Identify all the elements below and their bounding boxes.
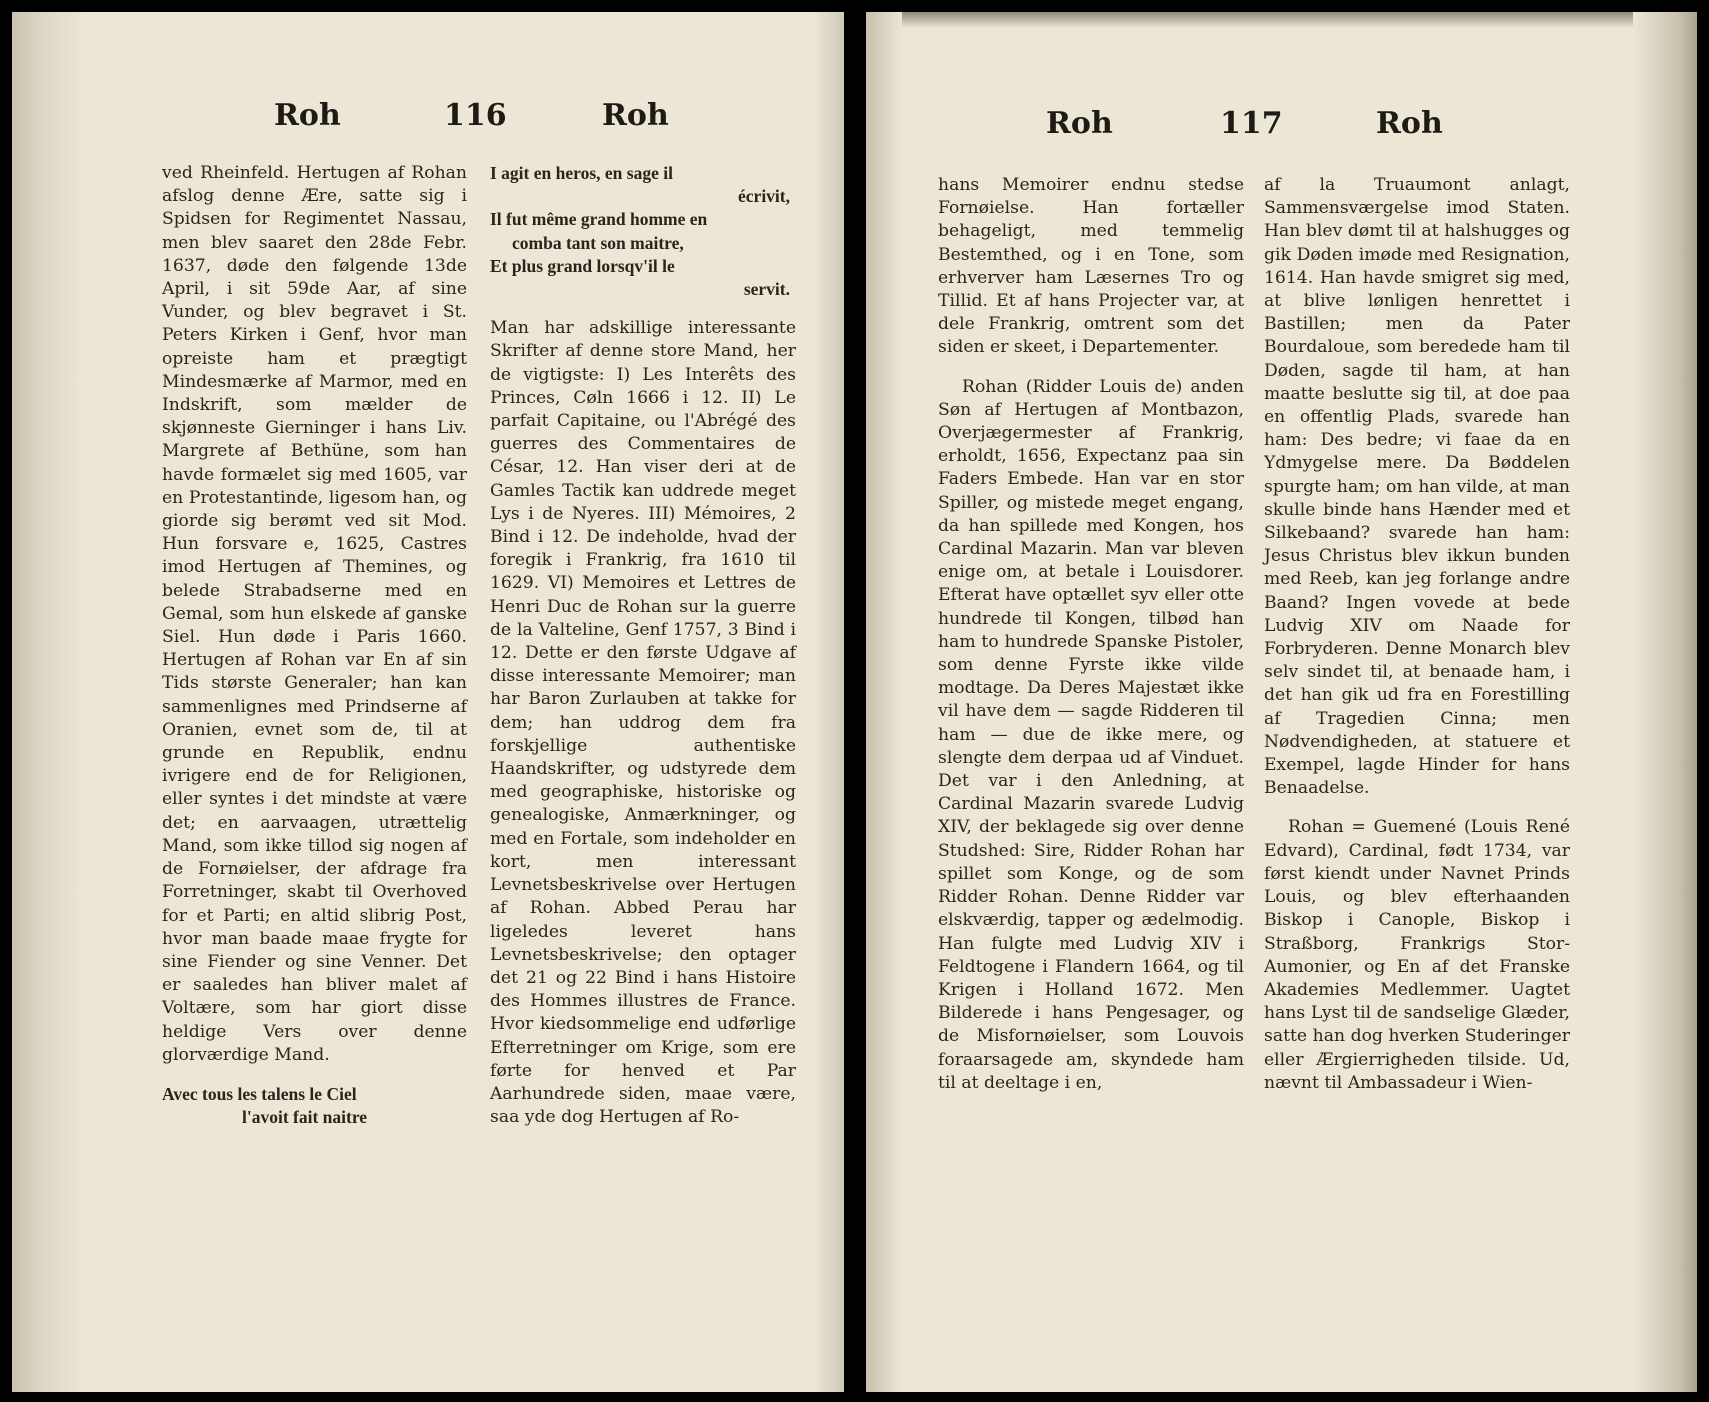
page-edge [1633,12,1697,1392]
verse [490,162,796,301]
paragraph: Rohan = Guemené (Louis René Edvard), Cardinal, født 1734, var først kiendt under Navnet Prinds Louis, og blev efterhaanden Biskop i Canople, Biskop i Straßborg, Frankrigs Stor-Aumonier, og En af det Franske Akademies Medlemmer. Uagtet hans Lyst til de sandselige Glæder, satte han dog hverken Studeringer eller Ærgierrigheden tilside. Ud, nævnt til Ambassadeur i Wien- [1264,817,1570,1093]
right-page [866,12,1697,1392]
paragraph: ved Rheinfeld. Hertugen af Rohan afslog denne Ære, satte sig i Spidsen for Regimentet Nassau, men blev saaret den 28de Febr. 1637, døde den følgende 13de April, i sit 59de Aar, af sine Vunder, og blev begravet i St. Peters Kirken i Genf, hvor man opreiste ham et prægtigt Mindesmærke af Marmor, med en Indskrift, som mælder de skjønneste Gierninger i hans Liv. Margrete af Bethüne, som han havde formælet sig med 1605, var en Protestantinde, ligesom han, og giorde sig berømt ved sit Mod. Hun forsvare e, 1625, Castres imod Hertugen af Themines, og belede Strabadserne med en Gemal, som hun elskede af ganske Siel. Hun døde i Paris 1660. Hertugen af Rohan var En af sin Tids største Generaler; han kan sammenlignes med Prindserne af Oranien, evnet som de, til at grunde en Republik, endnu ivrigere end de for Religionen, eller syntes i det mindste at være det; en aarvaagen, utrættelig Mand, som ikke tillod sig nogen af de Fornøielser, der afdrage fra Forretninger, skabt til Overhoved for et Parti; en altid slibrig Post, hvor man baade maae frygte for sine Fiender og sine Venner. Det er saaledes han bliver malet af Voltære, som har giort disse heldige Vers over denne glorværdige Mand. [162,163,467,1065]
gutter-shadow [866,12,902,1392]
left-column-1 [162,162,467,1129]
running-header [12,98,844,142]
verse-line: écrivit, [738,186,790,207]
verse-line: Il fut même grand homme en [490,209,708,230]
paragraph: Rohan (Ridder Louis de) anden Søn af Hertugen af Montbazon, Overjægermester af Frankrig, erholdt, 1656, Expectanz paa sin Faders Embede. Han var en stor Spiller, og mistede meget engang, da han spillede med Kongen, hos Cardinal Mazarin. Man var bleven enige om, at betale i Louisdorer. Efterat have optællet syv eller otte hundrede til Kongen, tilbød han ham to hundrede Spanske Pistoler, som denne Fyrste ikke vilde modtage. Da Deres Majestæt ikke vil have dem — sagde Ridderen til ham — due de ikke mere, og slengte dem derpaa ud af Vinduet. Det var i den Anledning, at Cardinal Mazarin svarede Ludvig XIV, der beklagede sig over denne Studshed: Sire, Ridder Rohan har spillet som Konge, og de som Ridder Rohan. Denne Ridder var elskværdig, tapper og ædelmodig. Han fulgte med Ludvig XIV i Feldtogene i Flandern 1664, og til Krigen i Holland 1672. Men Bilderede i hans Pengesager, og de Misfornøielser, som Louvois foraarsagede am, skyndede ham til at deeltage i en, [938,376,1244,1093]
page-number: 117 [1220,106,1283,141]
header-right-word: Roh [1376,106,1443,141]
running-header [866,106,1697,150]
verse-line: Et plus grand lorsqv'il le [490,255,675,276]
verse-line: Avec tous les talens le Ciel [162,1083,357,1104]
page-top-edge [866,12,1697,28]
left-page [12,12,844,1392]
header-right-word: Roh [602,98,669,133]
right-column-1 [938,174,1244,1095]
page-edge [12,12,84,1392]
paragraph: af la Truaumont anlagt, Sammensværgelse imod Staten. Han blev dømt til at halshugges og gik Døden imøde med Resignation, 1614. Han havde smigret sig med, at blive lønligen henrettet i Bastillen; men da Pater Bourdaloue, som beredede ham til Døden, sagde til ham, at han maatte beslutte sig til, at doe paa en offentlig Plads, svarede han ham: Des bedre; vi faae da en Ydmygelse mere. Da Bøddelen spurgte ham; om han vilde, at man skulle binde hans Hænder med et Silkebaand? svarede han ham: Jesus Christus blev ikkun bunden med Reeb, kan jeg forlange andre Baand? Ingen vovede at bede Ludvig XIV om Naade for Forbryderen. Denne Monarch blev selv sindet til, at benaade ham, i det han gik ud fra en Forestilling af Tragedien Cinna; men Nødvendigheden, at statuere et Exempel, lagde Hinder for hans Benaadelse. [1264,175,1570,799]
verse-line: servit. [743,279,790,300]
header-left-word: Roh [274,98,341,133]
paragraph: Man har adskillige interessante Skrifter af denne store Mand, her de vigtigste: I) Les Interêts des Princes, Cøln 1666 i 12. II) Le parfait Capitaine, ou l'Abrégé des guerres des Commentaires de César, 12. Han viser deri at de Gamles Tactik kan uddrede meget Lys i de Nyeres. III) Mémoires, 2 Bind i 12. De indeholde, hvad der foregik i Frankrig, fra 1610 til 1629. VI) Memoires et Lettres de Henri Duc de Rohan sur la guerre de la Valteline, Genf 1757, 3 Bind i 12. Dette er den første Udgave af disse interessante Memoirer; man har Baron Zurlauben at takke for dem; han uddrog dem fra forskjellige authentiske Haandskrifter, og udstyrede dem med geographiske, historiske og genealogiske, Anmærkninger, og med en Fortale, som indeholder en kort, men interessant Levnetsbeskrivelse over Hertugen af Rohan. Abbed Perau har ligeledes leveret hans Levnetsbeskrivelse; den optager det 21 og 22 Bind i hans Histoire des Hommes illustres de France. Hvor kiedsommelige end udførlige Efterretninger om Krige, som ere førte for henved et Par Aarhundrede siden, maae være, saa yde dog Hertugen af Ro- [490,318,796,1128]
right-column-2 [1264,174,1570,1095]
verse [162,1083,467,1129]
verse-line: I agit en heros, en sage il [490,163,673,183]
header-left-word: Roh [1046,106,1113,141]
left-column-2 [490,162,796,1129]
verse-line: comba tant son maitre, [512,232,684,253]
paragraph: hans Memoirer endnu stedse Fornøielse. Han fortæller behageligt, med temmelig Bestemthed, og i en Tone, som erhverver ham Læsernes Tro og Tillid. Et af hans Projecter var, at dele Frankrig, omtrent som det siden er skeet, i Departementer. [938,175,1244,358]
gutter-shadow [814,12,844,1392]
verse-line: l'avoit fait naitre [242,1107,368,1128]
page-number: 116 [444,98,507,133]
